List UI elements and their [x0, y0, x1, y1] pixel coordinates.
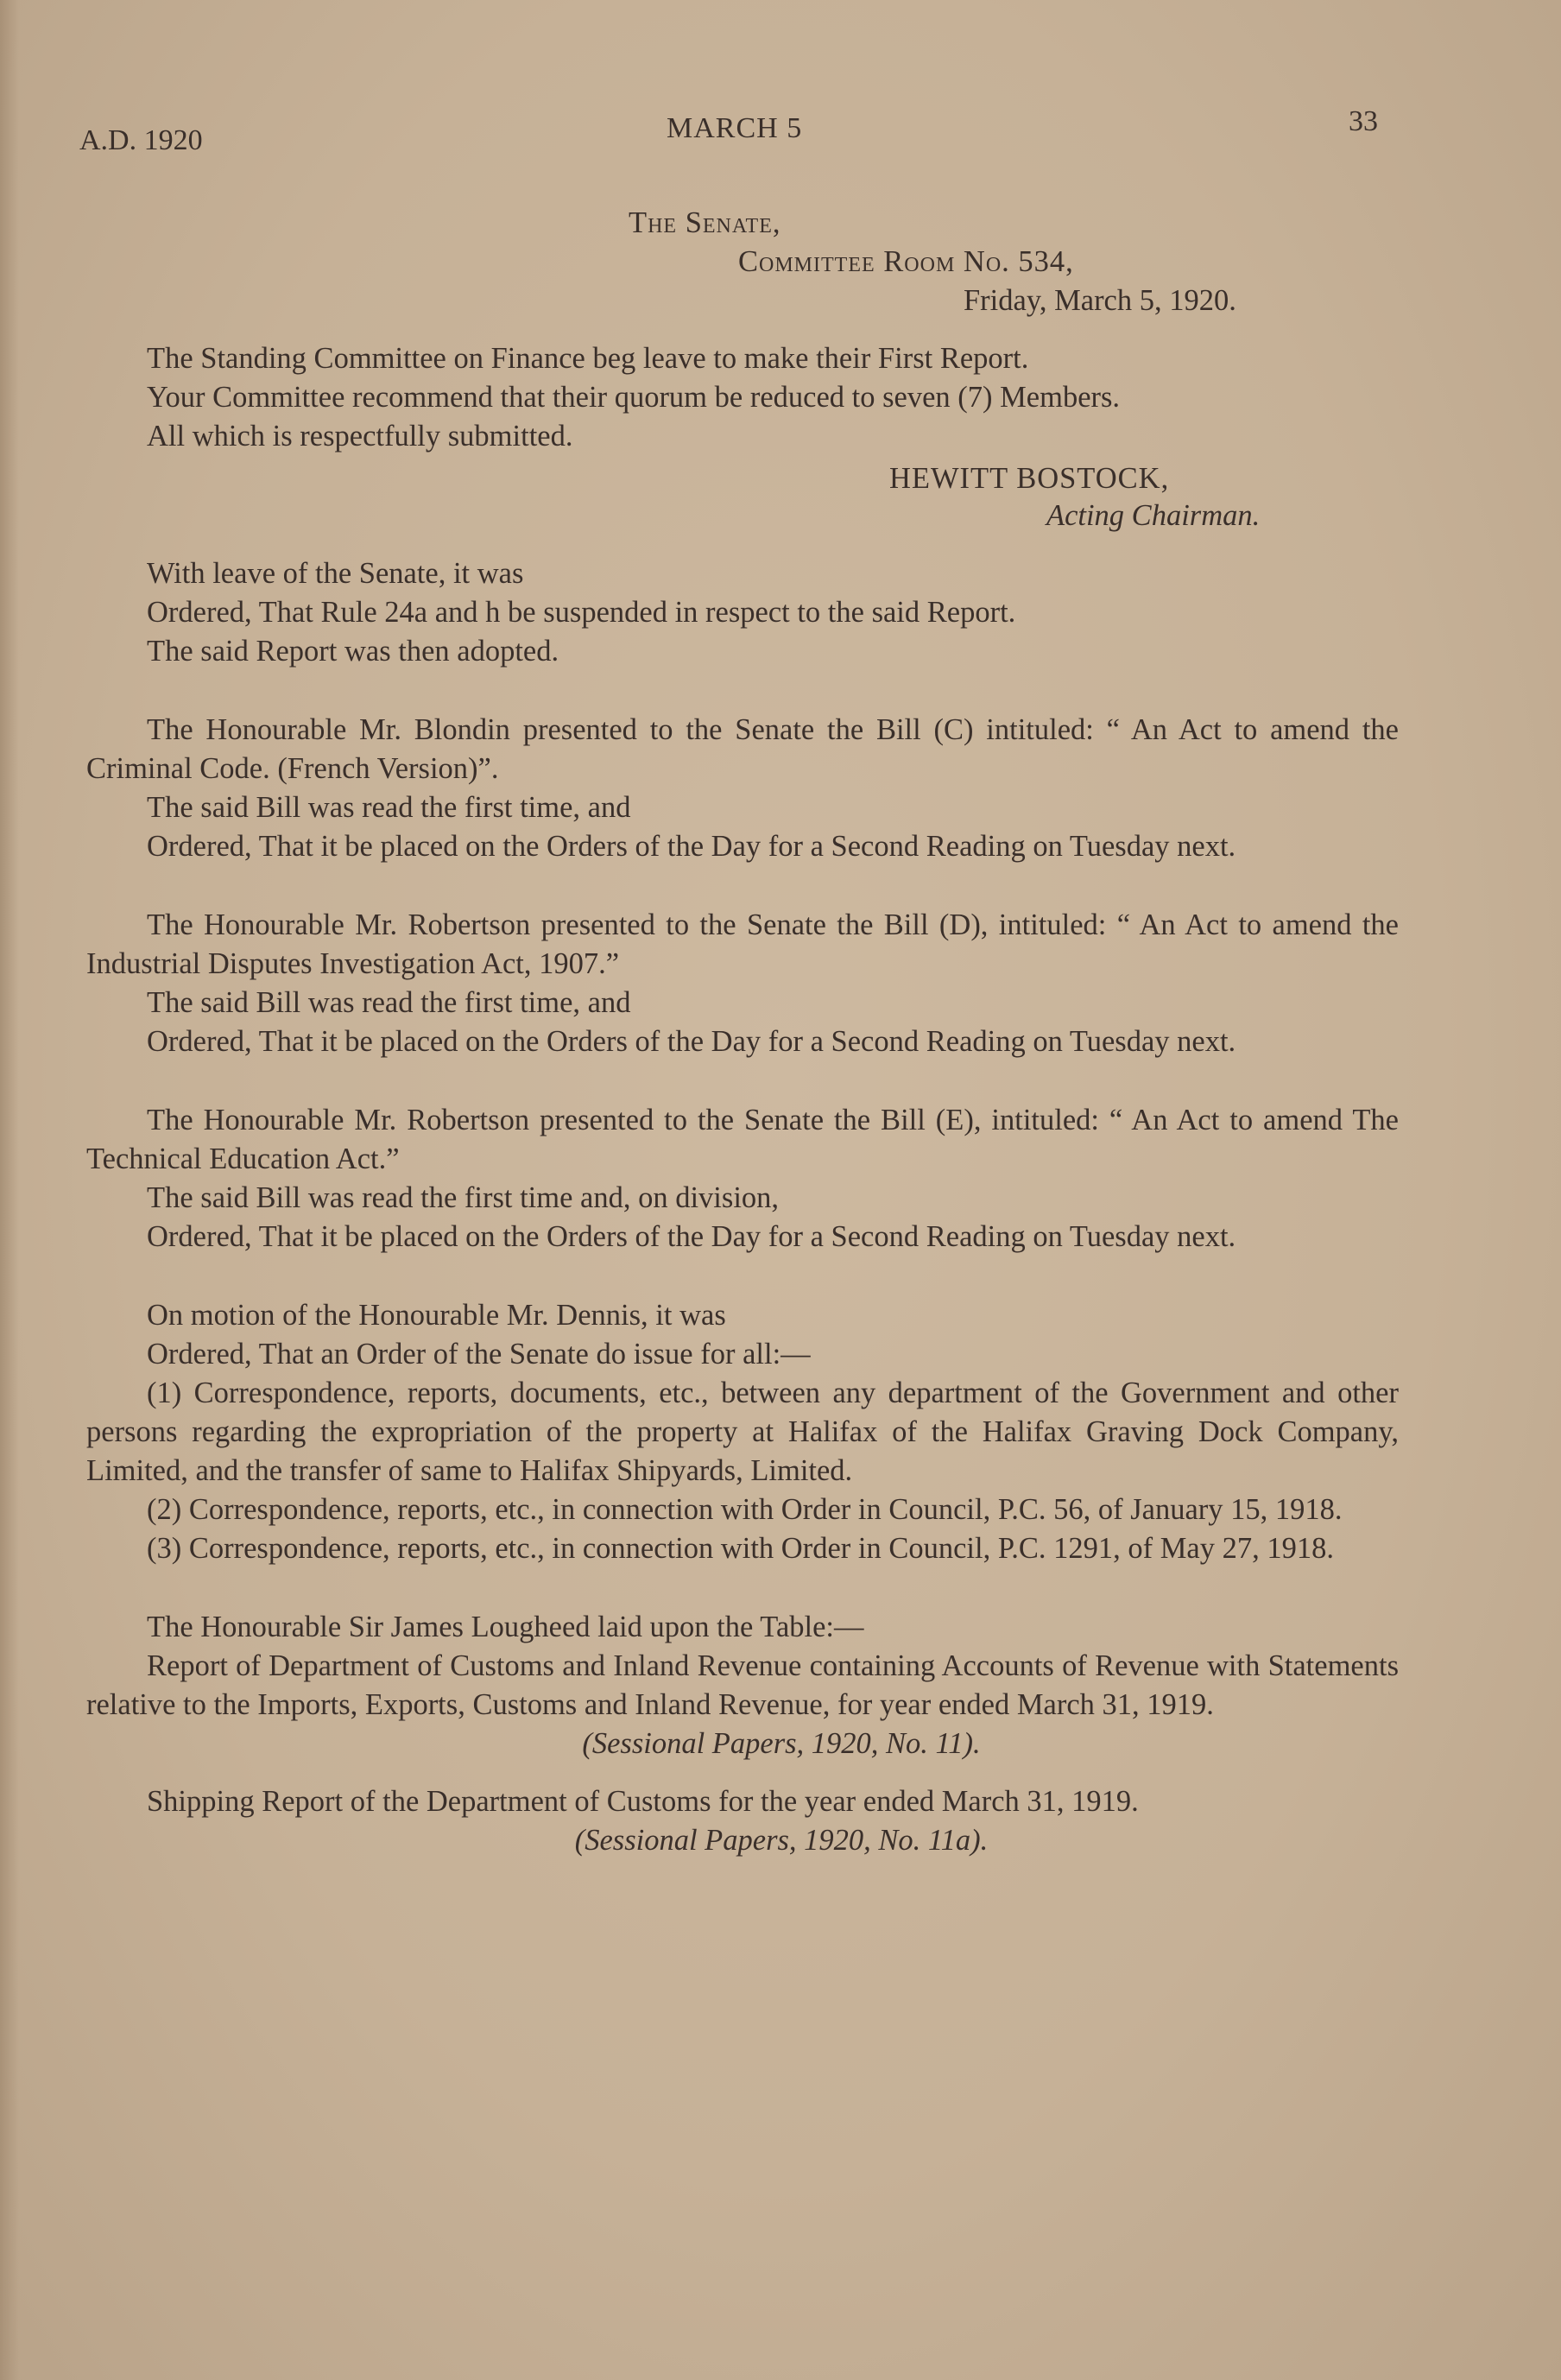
- bill-d-reading: The said Bill was read the first time, and: [147, 986, 631, 1019]
- bill-c-section: [86, 711, 1399, 866]
- report-room: Committee Room No. 534,: [738, 245, 1074, 278]
- report-line: All which is respectfully submitted.: [147, 420, 573, 453]
- motion-item: (2) Correspondence, reports, etc., in connection with Order in Council, P.C. 56, of January 15, 1918.: [147, 1493, 1343, 1526]
- journal-body: [86, 204, 1399, 1860]
- bill-d-section: [86, 906, 1399, 1061]
- report-signature: HEWITT BOSTOCK,: [889, 462, 1170, 495]
- tabled-section: [86, 1608, 1399, 1860]
- leave-section: [86, 554, 1399, 671]
- motion-order: Ordered, That an Order of the Senate do issue for all:—: [147, 1338, 811, 1370]
- tabled-item: Report of Department of Customs and Inland Revenue containing Accounts of Revenue with Statements relative to the Imports, Exports, Customs and Inland Revenue, for year ended March 31, 1919.: [86, 1649, 1399, 1721]
- sessional-paper-ref: (Sessional Papers, 1920, No. 11a).: [574, 1824, 989, 1857]
- page-number: 33: [1349, 105, 1378, 137]
- report-line: The Standing Committee on Finance beg leave to make their First Report.: [147, 342, 1029, 375]
- bill-c-order: Ordered, That it be placed on the Orders of the Day for a Second Reading on Tuesday next.: [147, 830, 1236, 863]
- tabled-item: Shipping Report of the Department of Customs for the year ended March 31, 1919.: [147, 1785, 1139, 1818]
- bill-e-section: [86, 1101, 1399, 1256]
- motion-intro: On motion of the Honourable Mr. Dennis, it was: [147, 1299, 726, 1332]
- report-line: Your Committee recommend that their quorum be reduced to seven (7) Members.: [147, 381, 1121, 414]
- leave-line: The said Report was then adopted.: [147, 635, 559, 668]
- running-head: [0, 105, 1561, 164]
- header-date: MARCH 5: [667, 112, 803, 144]
- bill-e-presented: The Honourable Mr. Robertson presented to the Senate the Bill (E), intituled: “ An Act to amend The Technical Education Act.”: [86, 1104, 1399, 1175]
- motion-item: (1) Correspondence, reports, documents, etc., between any department of the Government and other persons regarding the expropriation of the property at Halifax of the Halifax Graving Dock Company, Limited, and the transfer of same to Halifax Shipyards, Limited.: [86, 1377, 1399, 1487]
- report-date: Friday, March 5, 1920.: [964, 284, 1236, 317]
- committee-report: [86, 204, 1399, 535]
- report-addressee: The Senate,: [629, 206, 781, 239]
- page-edge-shadow: [0, 0, 19, 2380]
- leave-line: Ordered, That Rule 24a and h be suspended in respect to the said Report.: [147, 596, 1016, 629]
- motion-item: (3) Correspondence, reports, etc., in connection with Order in Council, P.C. 1291, of May 27, 1918.: [147, 1532, 1334, 1565]
- tabled-intro: The Honourable Sir James Lougheed laid upon the Table:—: [147, 1611, 864, 1643]
- report-signature-title: Acting Chairman.: [1046, 499, 1261, 532]
- sessional-paper-ref: (Sessional Papers, 1920, No. 11).: [582, 1727, 981, 1760]
- bill-e-reading: The said Bill was read the first time and, on division,: [147, 1181, 780, 1214]
- header-year: A.D. 1920: [79, 124, 203, 156]
- bill-c-presented: The Honourable Mr. Blondin presented to the Senate the Bill (C) intituled: “ An Act to amend the Criminal Code. (French Version)”.: [86, 713, 1399, 785]
- leave-line: With leave of the Senate, it was: [147, 557, 524, 590]
- bill-e-order: Ordered, That it be placed on the Orders of the Day for a Second Reading on Tuesday next.: [147, 1220, 1236, 1253]
- bill-d-order: Ordered, That it be placed on the Orders of the Day for a Second Reading on Tuesday next.: [147, 1025, 1236, 1058]
- bill-d-presented: The Honourable Mr. Robertson presented to the Senate the Bill (D), intituled: “ An Act to amend the Industrial Disputes Investigation Act, 1907.”: [86, 908, 1399, 980]
- motion-section: [86, 1296, 1399, 1568]
- bill-c-reading: The said Bill was read the first time, and: [147, 791, 631, 824]
